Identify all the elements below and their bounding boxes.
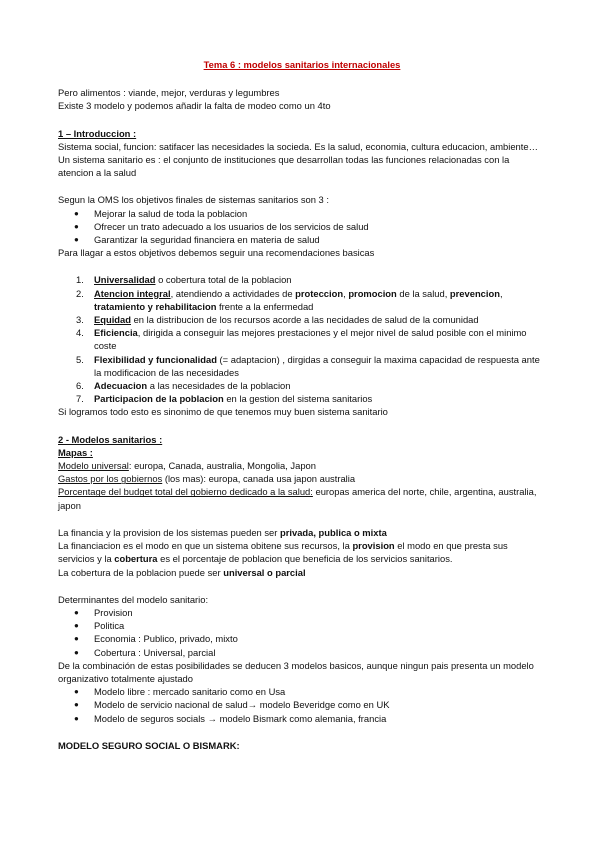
bismark-heading: MODELO SEGURO SOCIAL O BISMARK: [58,739,240,751]
maps-heading: Mapas : [58,446,93,458]
list-item: 1. Universalidad o cobertura total de la poblacion [76,274,292,286]
determinants-list [58,606,546,659]
oms-objectives-intro: Segun la OMS los objetivos finales de sistemas sanitarios son 3 : [58,194,329,206]
list-item: 5. Flexibilidad y funcionalidad (= adaptacion) , dirgidas a conseguir la maxima capacidad de respuesta ante la modificacion de las necesidades [76,353,540,378]
section-1-paragraph-1: Sistema social, funcion: satifacer las necesidades la socieda. Es la salud, economia, cultura educacion, ambiente… [58,140,538,152]
list-item: ● Modelo libre : mercado sanitario como en Usa [74,686,286,698]
models-list [58,685,546,725]
map-government-spending: Gastos por los gobiernos (los mas): europa, canada usa japon australia [58,473,356,485]
list-item: 2. Atencion integral, atendiendo a actividades de proteccion, promocion de la salud, prevencion, tratamiento y rehabilitacion frente a la enfermedad [76,287,503,312]
bullet-icon: ● [74,634,79,644]
oms-objectives-list [58,207,546,247]
bullet-icon: ● [74,221,79,231]
section-1-paragraph-2: Un sistema sanitario es : el conjunto de instituciones que desarrollan todas las funciones relacionadas con la atencion a la salud [58,154,510,179]
list-item: ● Ofrecer un trato adecuado a los usuarios de los servicios de salud [74,220,369,232]
map-health-budget-percentage: Porcentage del budget total del gobierno dedicado a la salud: europas america del norte, chile, argentina, australia, japon [58,486,537,511]
recommendations-list [58,273,546,405]
map-universal-model: Modelo universal: europa, Canada, australia, Mongolia, Japon [58,460,316,472]
list-item: ● Politica [74,620,125,632]
combination-paragraph: De la combinación de estas posibilidades se deducen 3 modelos basicos, aunque ningun pais presenta un modelo organizativo totalmente ajustado [58,659,534,684]
bullet-icon: ● [74,208,79,218]
list-item: ● Garantizar la seguridad financiera en materia de salud [74,234,320,246]
bullet-icon: ● [74,235,79,245]
section-1-conclusion: Si logramos todo esto es sinonimo de que tenemos muy buen sistema sanitario [58,406,388,418]
bullet-icon: ● [74,647,79,657]
bullet-icon: ● [74,621,79,631]
determinants-heading: Determinantes del modelo sanitario: [58,593,209,605]
list-item: ● Mejorar la salud de toda la poblacion [74,207,248,219]
coverage-types: La cobertura de la poblacion puede ser universal o parcial [58,566,306,578]
financing-definition: La financiacion es el modo en que un sistema obitene sus recursos, la provision el modo en que presta sus servicios y la cobertura es el porcentaje de poblacion que beneficia de los servicios sanitarios. [58,540,508,565]
list-item: 3. Equidad en la distribucion de los recursos acorde a las necidades de salud de la comunidad [76,314,479,326]
list-item: ● Provision [74,606,133,618]
list-item: 7. Participacion de la poblacion en la gestion del sistema sanitarios [76,393,373,405]
bullet-icon: ● [74,687,79,697]
recommendations-intro: Para llagar a estos objetivos debemos seguir una recomendaciones basicas [58,247,375,259]
page-title: Tema 6 : modelos sanitarios internacionales [203,59,401,70]
bullet-icon: ● [74,607,79,617]
intro-line-2: Existe 3 modelo y podemos añadir la falta de modeo como un 4to [58,100,331,112]
bullet-icon: ● [74,700,79,710]
list-item: ● Economia : Publico, privado, mixto [74,633,238,645]
list-item: ● Cobertura : Universal, parcial [74,646,216,658]
section-2-heading: 2 - Modelos sanitarios : [58,433,163,445]
list-item: ● Modelo de seguros socials → modelo Bismark como alemania, francia [74,712,387,724]
list-item: ● Modelo de servicio nacional de salud→ modelo Beveridge como en UK [74,699,390,711]
bullet-icon: ● [74,713,79,723]
section-1-heading: 1 – Introduccion : [58,127,137,139]
list-item: 6. Adecuacion a las necesidades de la poblacion [76,380,291,392]
document-content [58,58,546,752]
financing-types: La financia y la provision de los sistemas pueden ser privada, publica o mixta [58,526,387,538]
intro-line-1: Pero alimentos : viande, mejor, verduras y legumbres [58,87,280,99]
list-item: 4. Eficiencia, dirigida a conseguir las mejores prestaciones y el mejor nivel de salud posible con el minimo coste [76,327,527,352]
